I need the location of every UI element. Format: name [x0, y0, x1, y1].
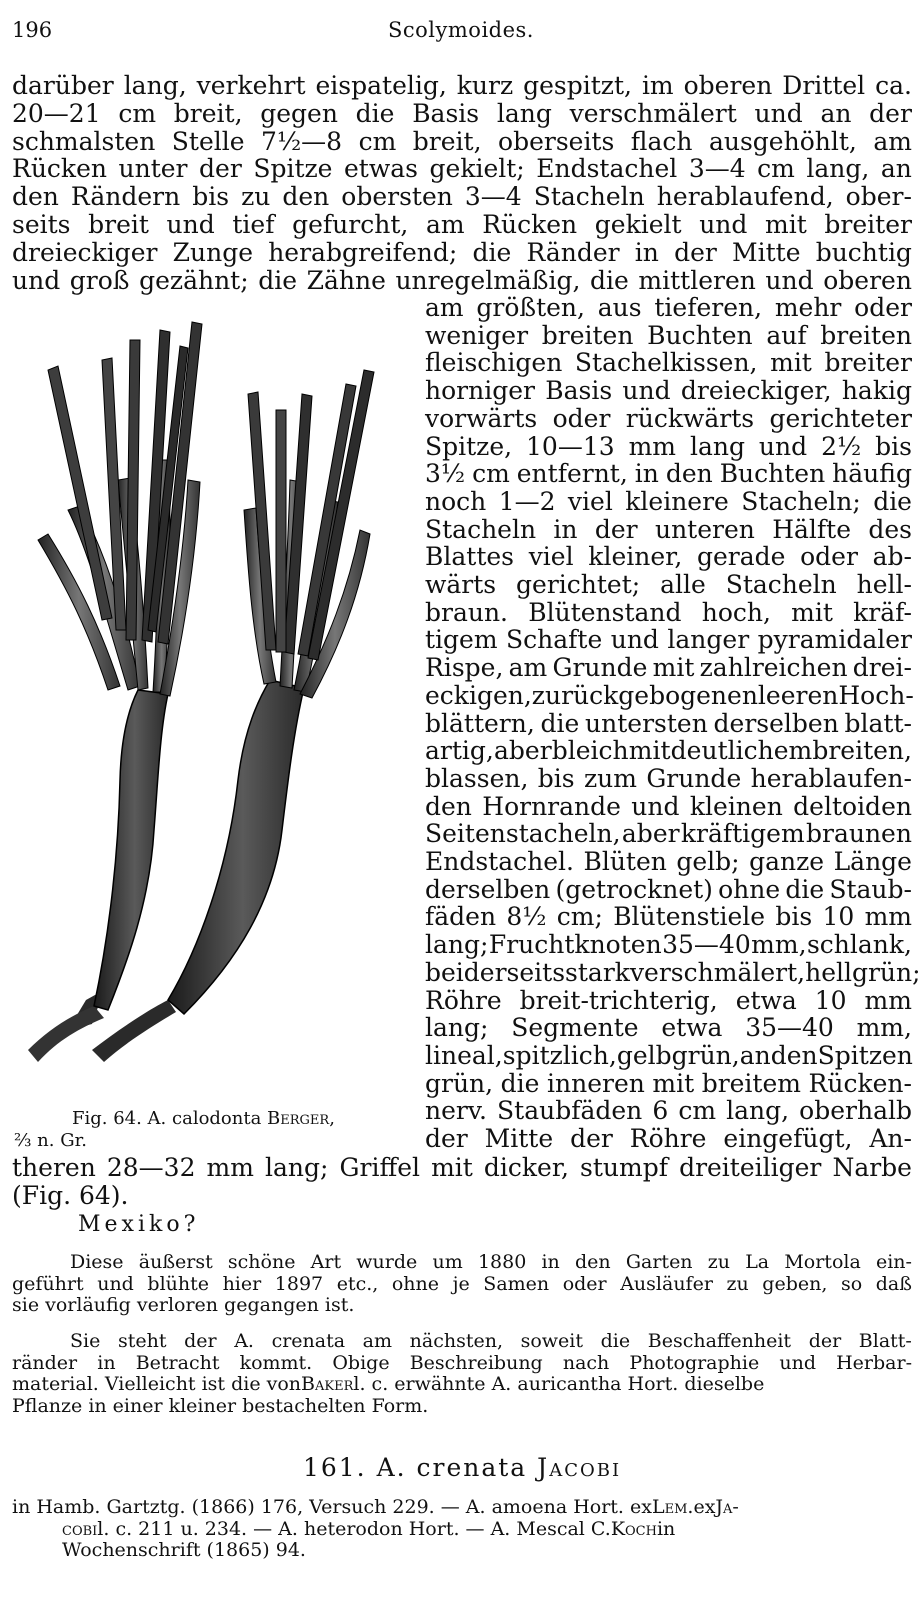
- text-line: sie vorläufig verloren gegangen ist.: [12, 1294, 355, 1317]
- caption-author: Berger: [267, 1108, 330, 1129]
- history-paragraph: [12, 1252, 912, 1317]
- text-line: beiderseits stark verschmälert, hellgrün;: [425, 957, 921, 987]
- text-line: weniger breiten Buchten auf breiten: [425, 320, 912, 350]
- text-line: Diese äußerst schöne Art wurde um 1880 in den Garten zu La Mortola ein-: [70, 1251, 912, 1273]
- text-line: Endstachel. Blüten gelb; ganze Länge: [425, 847, 912, 877]
- text-line: darüber lang, verkehrt eispatelig, kurz gespitzt, im oberen Drittel ca.: [12, 71, 912, 100]
- text-line: blättern, die untersten derselben blatt-: [425, 708, 912, 738]
- text-line: 20—21 cm breit, gegen die Basis lang verschmälert und an der: [12, 98, 912, 128]
- text-line: theren 28—32 mm lang; Griffel mit dicker, stumpf dreiteiliger Narbe: [12, 1153, 912, 1182]
- text-line: noch 1—2 viel kleinere Stacheln; die: [425, 486, 912, 516]
- flower-illustration: [8, 310, 408, 1100]
- text-line: den Rändern bis zu den obersten 3—4 Stacheln herablaufend, ober-: [12, 182, 912, 212]
- description-full-width: [12, 72, 912, 294]
- text-line: nerv. Staubfäden 6 cm lang, oberhalb: [425, 1096, 912, 1126]
- text-line: fleischigen Stachelkissen, mit breiter: [425, 348, 912, 378]
- text-line: grün, die inneren mit breitem Rücken-: [425, 1068, 912, 1098]
- text-line: Röhre breit-trichterig, etwa 10 mm: [425, 985, 912, 1015]
- description-column: [425, 293, 921, 1154]
- text-line: Wochenschrift (1865) 94.: [62, 1539, 306, 1562]
- left-flower: [28, 322, 202, 1062]
- text-line: artig, aber bleich mit deutlichem breiten,: [425, 736, 912, 766]
- text-line: Seitenstacheln, aber kräftigem braunen: [425, 819, 912, 849]
- text-line: wärts gerichtet; alle Stacheln hell-: [425, 570, 912, 600]
- text-line: der Mitte der Röhre eingefügt, An-: [425, 1124, 912, 1154]
- text-line: den Hornrande und kleinen deltoiden: [425, 791, 912, 821]
- text-line: Sie steht der A. crenata am nächsten, soweit die Beschaffenheit der Blatt-: [70, 1330, 912, 1352]
- caption-scale: ⅔ n. Gr.: [14, 1130, 87, 1151]
- text-line: Blattes viel kleiner, gerade oder ab-: [425, 542, 912, 572]
- text-line: lang; Fruchtknoten 35—40 mm, schlank,: [425, 930, 912, 960]
- text-line: seits breit und tief gefurcht, am Rücken gekielt und mit breiter: [12, 209, 912, 239]
- text-line: braun. Blütenstand hoch, mit kräf-: [425, 597, 912, 627]
- page-number: 196: [12, 18, 53, 42]
- running-title: Scolymoides.: [388, 18, 534, 42]
- text-line: in Hamb. Gartztg. (1866) 176, Versuch 229. — A. amoena Hort. ex Lem. ex Ja-: [12, 1496, 739, 1518]
- text-line: tigem Schafte und langer pyramidaler: [425, 625, 912, 655]
- text-line: lang; Segmente etwa 35—40 mm,: [425, 1013, 912, 1043]
- text-line: derselben (getrocknet) ohne die Staub-: [425, 874, 912, 904]
- species-number: 161.: [302, 1453, 367, 1482]
- text-line: und groß gezähnt; die Zähne unregelmäßig, die mittleren und oberen: [12, 265, 912, 295]
- agave-flowers-drawing: [8, 310, 408, 1100]
- text-line: am größten, aus tieferen, mehr oder: [425, 293, 912, 322]
- text-line: Rücken unter der Spitze etwas gekielt; Endstachel 3—4 cm lang, an: [12, 154, 912, 184]
- text-line: fäden 8½ cm; Blütenstiele bis 10 mm: [425, 902, 912, 932]
- text-line: dreieckiger Zunge herabgreifend; die Ränder in der Mitte buchtig: [12, 237, 912, 267]
- text-line: geführt und blühte hier 1897 etc., ohne je Samen oder Ausläufer zu geben, so daß: [12, 1272, 912, 1295]
- text-line: horniger Basis und dreieckiger, hakig: [425, 376, 912, 406]
- species-author: Jacobi: [537, 1453, 622, 1482]
- species-name: A. crenata: [376, 1453, 528, 1482]
- distribution-region: Mexiko?: [78, 1212, 200, 1237]
- author-name: Baker: [301, 1373, 354, 1396]
- text-line: Spitze, 10—13 mm lang und 2½ bis: [425, 431, 912, 461]
- text-line: blassen, bis zum Grunde herablaufen-: [425, 763, 912, 793]
- text-line: eckigen, zurückgebogenen leeren Hoch-: [425, 680, 914, 710]
- page-header: [12, 18, 910, 48]
- text-line: (Fig. 64).: [12, 1180, 129, 1210]
- text-line: cobi l. c. 211 u. 234. — A. heterodon Hort. — A. Mescal C. Koch in: [62, 1517, 676, 1540]
- species-heading: [0, 1453, 924, 1482]
- text-line: Stacheln in der unteren Hälfte des: [425, 514, 912, 544]
- text-line: Pflanze in einer kleiner bestachelten Form.: [12, 1394, 429, 1417]
- figure-caption: [14, 1108, 414, 1152]
- caption-line: Fig. 64. A. calodonta Berger,: [72, 1108, 335, 1129]
- text-line: schmalsten Stelle 7½—8 cm breit, oberseits flach ausgehöhlt, am: [12, 126, 912, 156]
- synonymy-block: [12, 1497, 912, 1562]
- text-line: ränder in Betracht kommt. Obige Beschreibung nach Photographie und Herbar-: [12, 1351, 912, 1374]
- comparison-paragraph: [12, 1331, 912, 1417]
- text-line: vorwärts oder rückwärts gerichteter: [425, 403, 912, 433]
- text-line: Rispe, am Grunde mit zahlreichen drei-: [425, 653, 912, 683]
- text-line: material. Vielleicht ist die von Baker l. c. erwähnte A. auricantha Hort. dieselbe: [12, 1373, 765, 1396]
- description-continued: [12, 1154, 912, 1210]
- text-line: lineal, spitzlich, gelbgrün, an den Spitzen: [425, 1040, 913, 1070]
- text-line: 3½ cm entfernt, in den Buchten häufig: [425, 459, 912, 489]
